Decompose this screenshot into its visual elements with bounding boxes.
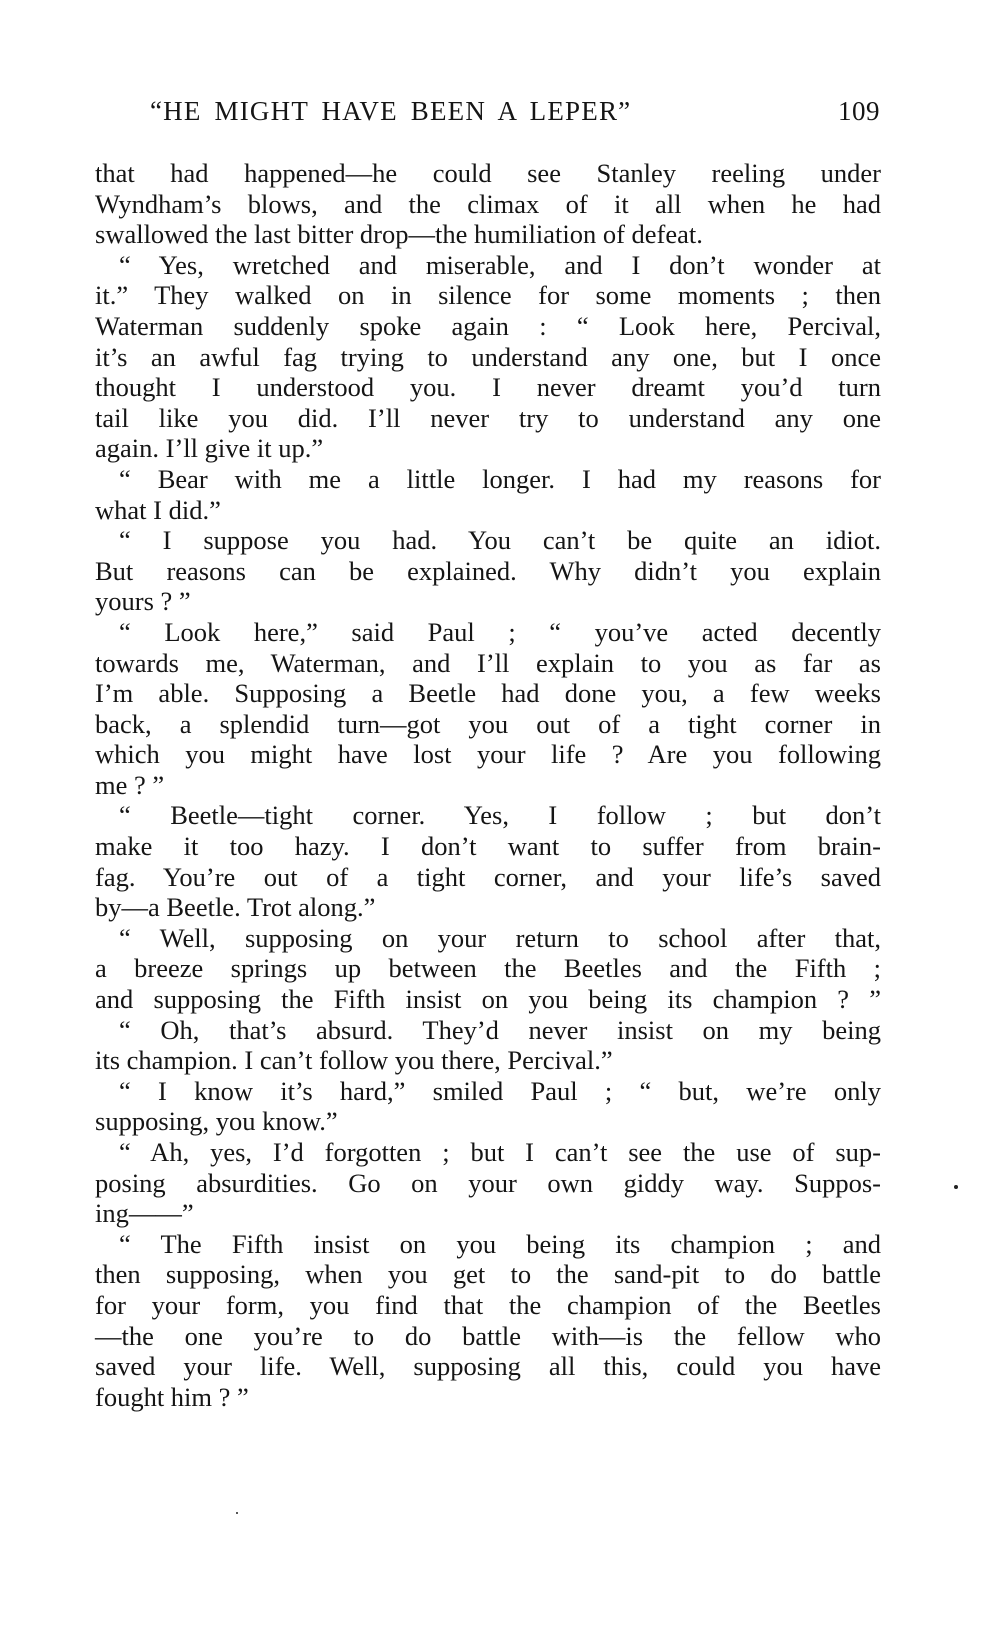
text-line: But reasons can be explained. Why didn’t you explain	[95, 555, 881, 586]
text-line: which you might have lost your life ? Are you following	[95, 739, 881, 770]
text-line: “ I know it’s hard,” smiled Paul ; “ but, we’re only	[119, 1075, 881, 1106]
text-line: “ Beetle—tight corner. Yes, I follow ; but don’t	[119, 800, 881, 831]
text-line: “ I suppose you had. You can’t be quite an idiot.	[119, 525, 881, 556]
text-line: back, a splendid turn—got you out of a tight corner in	[95, 708, 881, 739]
text-line: fought him ? ”	[95, 1381, 249, 1412]
text-line: a breeze springs up between the Beetles and the Fifth ;	[95, 953, 881, 984]
text-line: “ Well, supposing on your return to school after that,	[119, 922, 881, 953]
text-line: for your form, you find that the champion of the Beetles	[95, 1289, 881, 1320]
running-title: “HE MIGHT HAVE BEEN A LEPER”	[150, 96, 632, 126]
text-line: yours ? ”	[95, 586, 191, 617]
text-line: thought I understood you. I never dreamt you’d turn	[95, 372, 881, 403]
text-line: I’m able. Supposing a Beetle had done you, a few weeks	[95, 678, 881, 709]
text-line: “ Oh, that’s absurd. They’d never insist on my being	[119, 1014, 881, 1045]
text-line: me ? ”	[95, 769, 165, 800]
text-line: saved your life. Well, supposing all this, could you have	[95, 1351, 881, 1382]
text-line: it’s an awful fag trying to understand any one, but I once	[95, 341, 881, 372]
text-line: again. I’ll give it up.”	[95, 433, 324, 464]
ink-speck	[236, 1512, 238, 1514]
body-text	[95, 158, 881, 1412]
text-line: and supposing the Fifth insist on you being its champion ? ”	[95, 984, 881, 1015]
text-line: tail like you did. I’ll never try to understand any one	[95, 402, 881, 433]
text-line: Waterman suddenly spoke again : “ Look here, Percival,	[95, 310, 881, 341]
text-line: by—a Beetle. Trot along.”	[95, 892, 376, 923]
text-line: “ Look here,” said Paul ; “ you’ve acted decently	[119, 616, 881, 647]
running-head	[150, 96, 880, 136]
text-line: “ Ah, yes, I’d forgotten ; but I can’t see the use of sup-	[119, 1137, 881, 1167]
text-line: ing——”	[95, 1198, 194, 1229]
text-line: make it too hazy. I don’t want to suffer from brain-	[95, 831, 881, 862]
text-line: fag. You’re out of a tight corner, and your life’s saved	[95, 861, 881, 892]
text-line: “ Yes, wretched and miserable, and I don’t wonder at	[119, 249, 881, 280]
text-line: swallowed the last bitter drop—the humiliation of defeat.	[95, 219, 703, 250]
text-line: then supposing, when you get to the sand-pit to do battle	[95, 1259, 881, 1290]
text-line: towards me, Waterman, and I’ll explain to you as far as	[95, 647, 881, 678]
text-line: that had happened—he could see Stanley reeling under	[95, 158, 881, 188]
ink-speck	[954, 1185, 958, 1189]
text-line: —the one you’re to do battle with—is the fellow who	[95, 1320, 881, 1351]
text-line: its champion. I can’t follow you there, Percival.”	[95, 1045, 613, 1076]
text-line: “ The Fifth insist on you being its champion ; and	[119, 1228, 881, 1259]
text-line: supposing, you know.”	[95, 1106, 338, 1137]
text-line: “ Bear with me a little longer. I had my reasons for	[119, 463, 881, 494]
text-line: posing absurdities. Go on your own giddy way. Suppos-	[95, 1167, 881, 1198]
text-line: Wyndham’s blows, and the climax of it all when he had	[95, 188, 881, 219]
text-line: it.” They walked on in silence for some moments ; then	[95, 280, 881, 311]
page-number: 109	[838, 96, 880, 126]
text-line: what I did.”	[95, 494, 221, 525]
